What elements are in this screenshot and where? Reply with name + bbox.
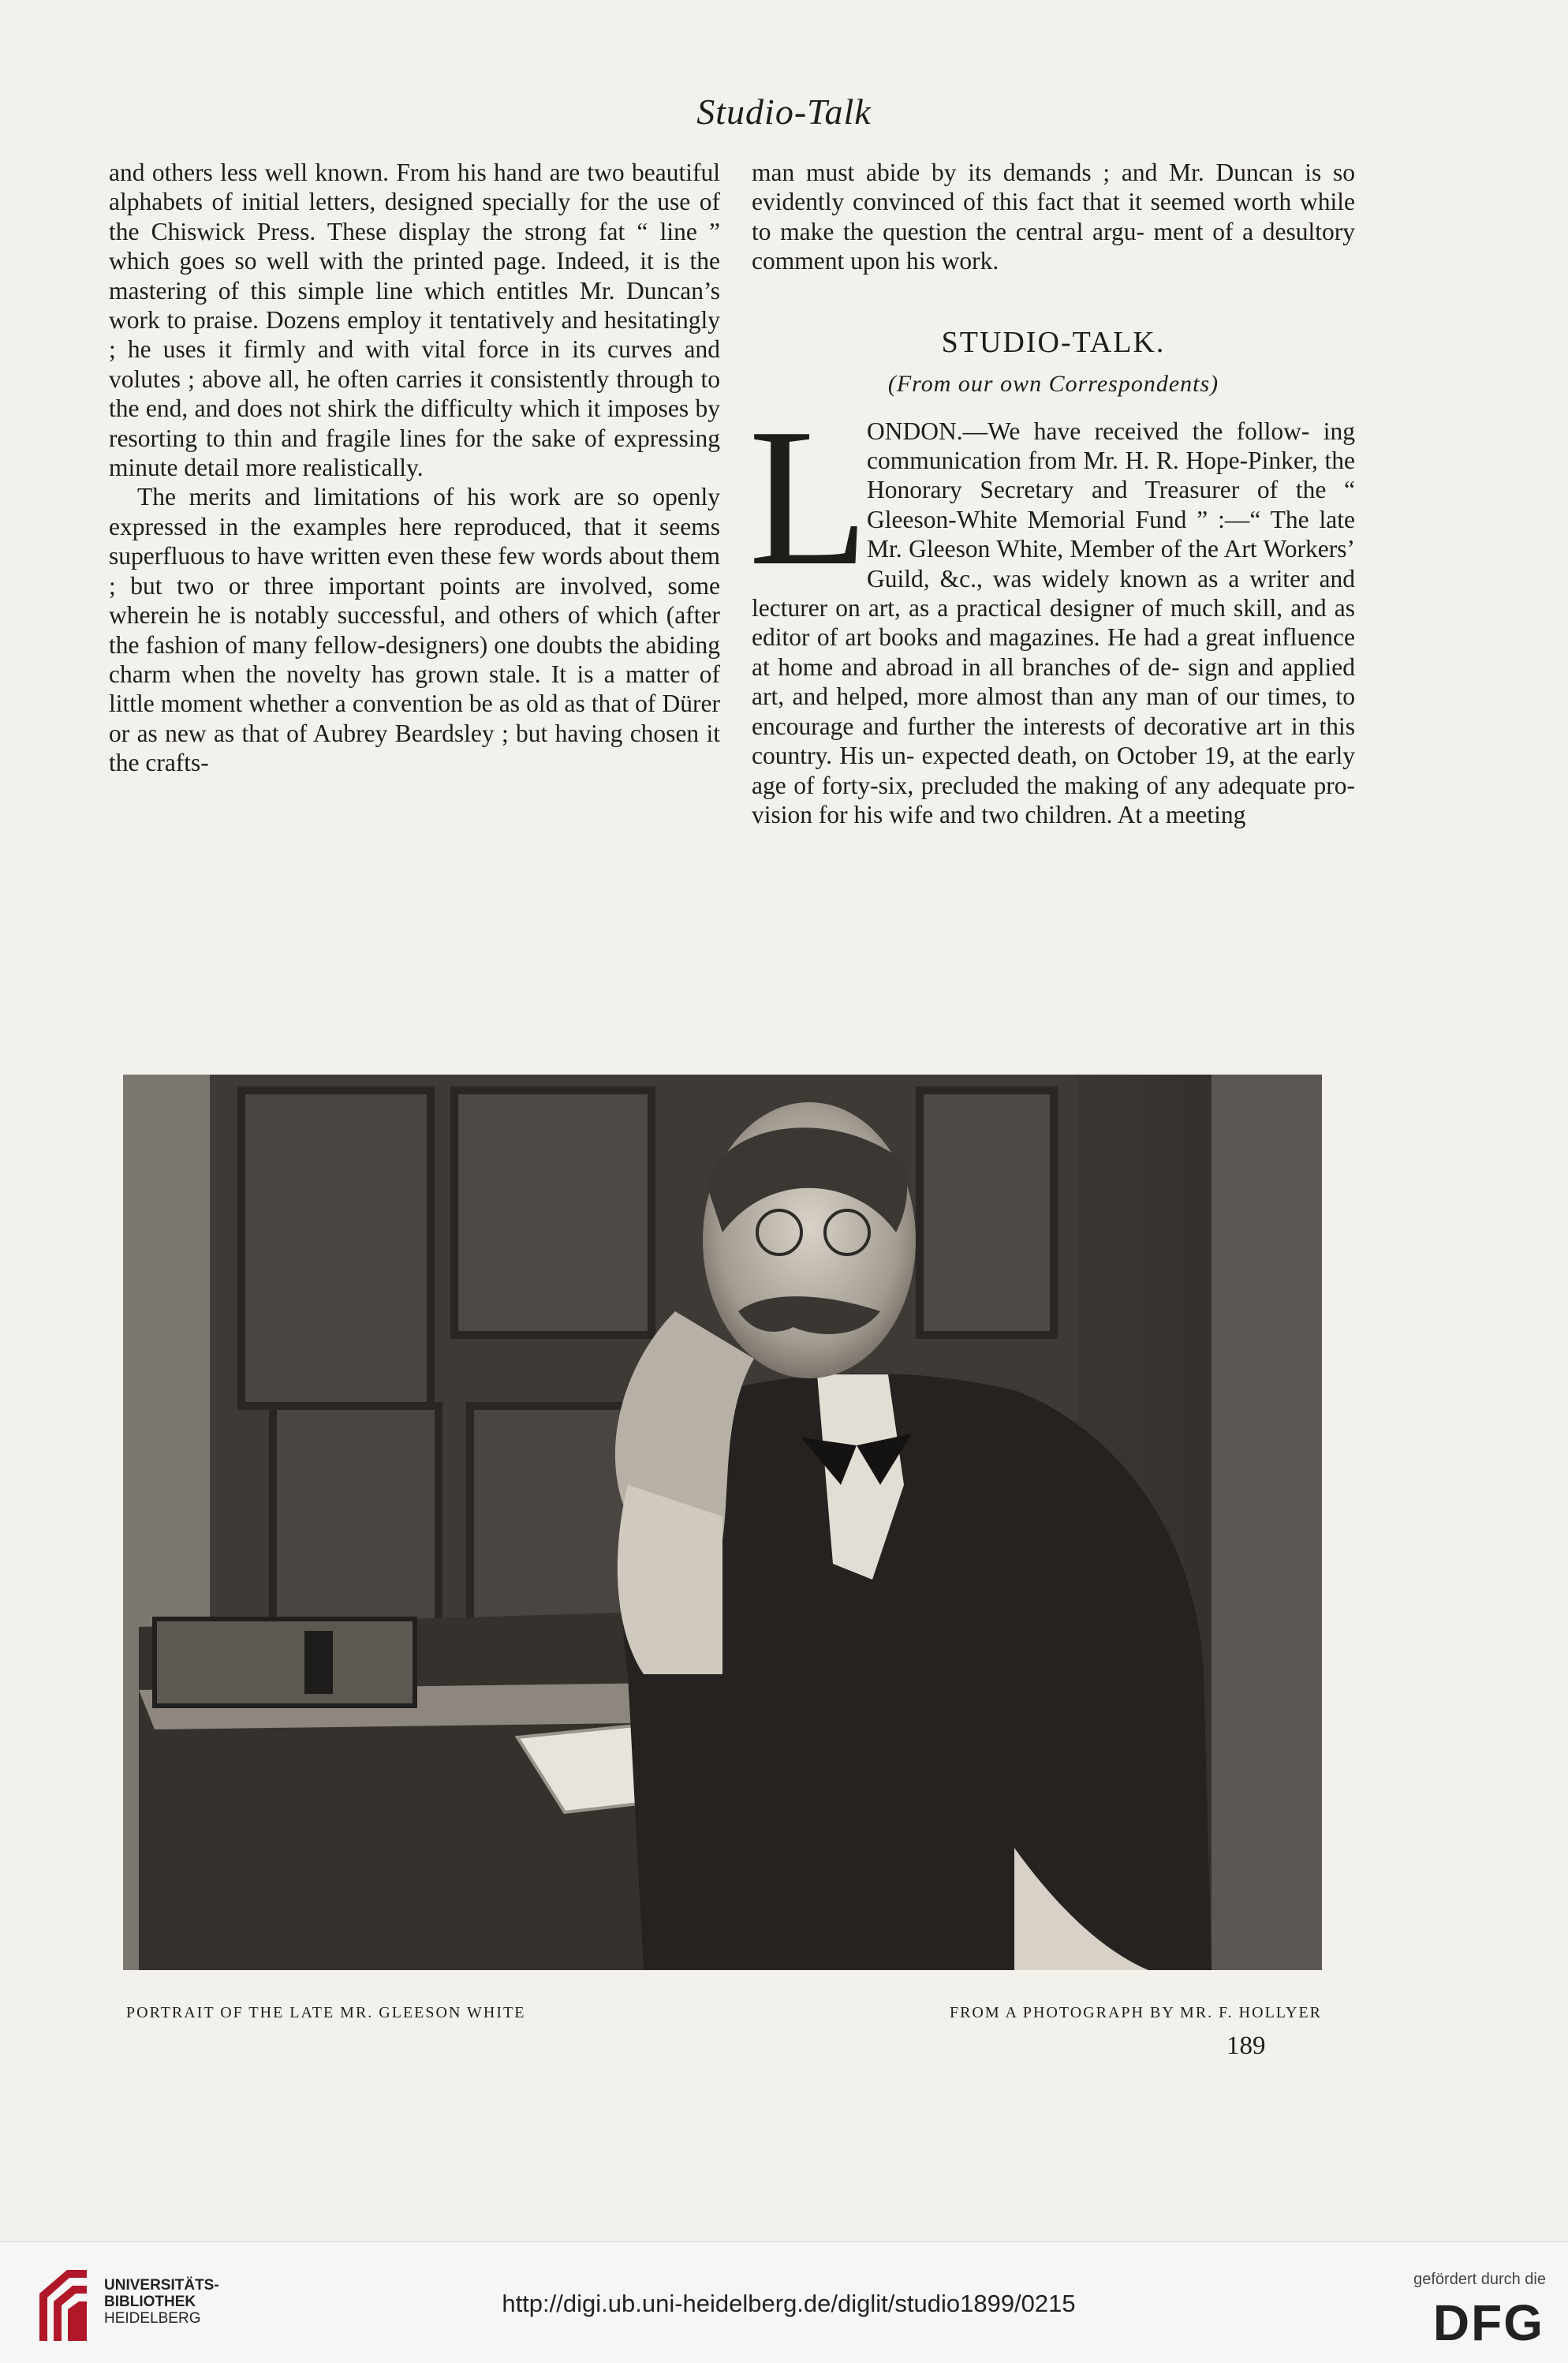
- library-name-line: UNIVERSITÄTS-: [104, 2277, 219, 2294]
- library-name: [104, 2277, 219, 2327]
- funding-label: gefördert durch die: [1413, 2271, 1546, 2288]
- dropcap-paragraph: [749, 387, 1355, 830]
- paragraph: man must abide by its demands ; and Mr. Duncan is so evidently convinced of this fact that it seemed worth while to make the question the central argu- ment of a desultory comment upon his work.: [752, 159, 1355, 275]
- drop-cap: L: [749, 387, 869, 607]
- digitization-footer: [0, 2241, 1568, 2363]
- paragraph: The merits and limitations of his work are so openly expressed in the examples here reproduced, that it seems superfluous to have written even these few words about them ; but two or three important points are involved, some wherein he is notably successful, and others of which (after the fashion of many fellow-designers) one doubts the abiding charm when the novelty has grown stale. It is a matter of little moment whether a convention be as old as that of Dürer or as new as that of Aubrey Beardsley ; but having chosen it the crafts-: [109, 483, 720, 777]
- running-head: Studio-Talk: [696, 92, 872, 132]
- university-library-logo-icon: [32, 2266, 95, 2345]
- library-name-line: HEIDELBERG: [104, 2310, 201, 2327]
- photo-credit: FROM A PHOTOGRAPH BY MR. F. HOLLYER: [949, 2004, 1322, 2021]
- photo-caption: PORTRAIT OF THE LATE MR. GLEESON WHITE: [126, 2004, 526, 2021]
- section-title: STUDIO-TALK.: [941, 325, 1166, 359]
- library-name-line: BIBLIOTHEK: [104, 2294, 196, 2310]
- page-number: 189: [1226, 2032, 1266, 2060]
- paragraph: and others less well known. From his hand are two beautiful alphabets of initial letters, designed specially for the use of the Chiswick Press. These display the strong fat “ line ” which goes so well with the printed page. Indeed, it is the mastering of this simple line which entitles Mr. Duncan’s work to praise. Dozens employ it tentatively and hesitatingly ; he uses it firmly and with vital force in its curves and volutes ; above all, he often carries it consistently through to the end, and does not shirk the difficulty which it imposes by resorting to thin and fragile lines for the sake of expressing minute detail more realistically.: [109, 159, 720, 482]
- permalink-url[interactable]: http://digi.ub.uni-heidelberg.de/diglit/studio1899/0215: [502, 2290, 1076, 2317]
- left-column: [109, 158, 720, 778]
- portrait-illustration: [123, 1075, 1322, 1970]
- dropcap-paragraph-text: ONDON.—We have received the follow- ing communication from Mr. H. R. Hope-Pinker, the Honorary Secretary and Treasurer of the “ Gleeson-White Memorial Fund ” :—“ The late Mr. Gleeson White, Member of the Art Workers’ Guild, &c., was widely known as a writer and lecturer on art, as a practical designer of much skill, and as editor of art books and magazines. He had a great influence at home and abroad in all branches of de- sign and applied art, and helped, more almost than any man of our times, to encourage and further the interests of decorative art in this country. His un- expected death, on October 19, at the early age of forty-six, precluded the making of any adequate pro- vision for his wife and two children. At a meeting: [752, 417, 1355, 828]
- right-column: [749, 158, 1355, 829]
- dfg-logo: DFG: [1432, 2294, 1544, 2351]
- section-subtitle: (From our own Correspondents): [887, 370, 1219, 397]
- portrait-photograph: [123, 1075, 1322, 1970]
